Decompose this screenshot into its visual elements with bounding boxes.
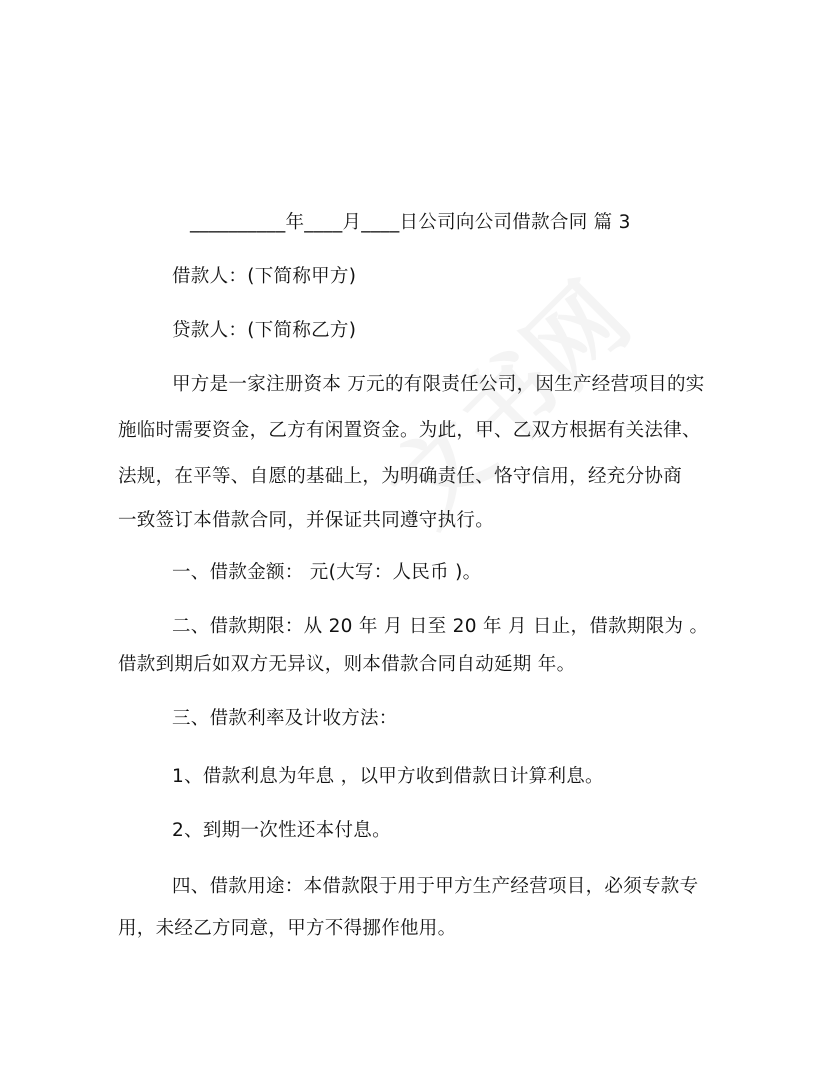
paragraph-line: 一致签订本借款合同，并保证共同遵守执行。	[118, 510, 495, 531]
paragraph-line: 施临时需要资金，乙方有闲置资金。为此，甲、乙双方根据有关法律、	[118, 420, 701, 441]
clause-interest: 三、借款利率及计收方法：	[172, 708, 398, 729]
paragraph-line: 甲方是一家注册资本 万元的有限责任公司，因生产经营项目的实	[172, 374, 705, 395]
lender-line: 贷款人：(下简称乙方)	[172, 320, 357, 341]
watermark	[354, 248, 655, 549]
clause-term-cont: 借款到期后如双方无异议，则本借款合同自动延期 年。	[118, 654, 576, 675]
clause-purpose-cont: 用，未经乙方同意，甲方不得挪作他用。	[118, 918, 457, 939]
clause-interest-2: 2、到期一次性还本付息。	[172, 820, 391, 841]
document-title: __________年____月____日公司向公司借款合同 篇 3	[190, 212, 631, 233]
clause-term: 二、借款期限：从 20 年 月 日至 20 年 月 日止，借款期限为 。	[172, 616, 709, 637]
clause-purpose: 四、借款用途：本借款限于用于甲方生产经营项目，必须专款专	[172, 876, 699, 897]
clause-amount: 一、借款金额： 元(大写：人民币 )。	[172, 562, 482, 583]
clause-interest-1: 1、借款利息为年息 ，以甲方收到借款日计算利息。	[172, 766, 604, 787]
paragraph-line: 法规，在平等、自愿的基础上，为明确责任、恪守信用，经充分协商	[118, 466, 683, 487]
borrower-line: 借款人：(下简称甲方)	[172, 266, 357, 287]
